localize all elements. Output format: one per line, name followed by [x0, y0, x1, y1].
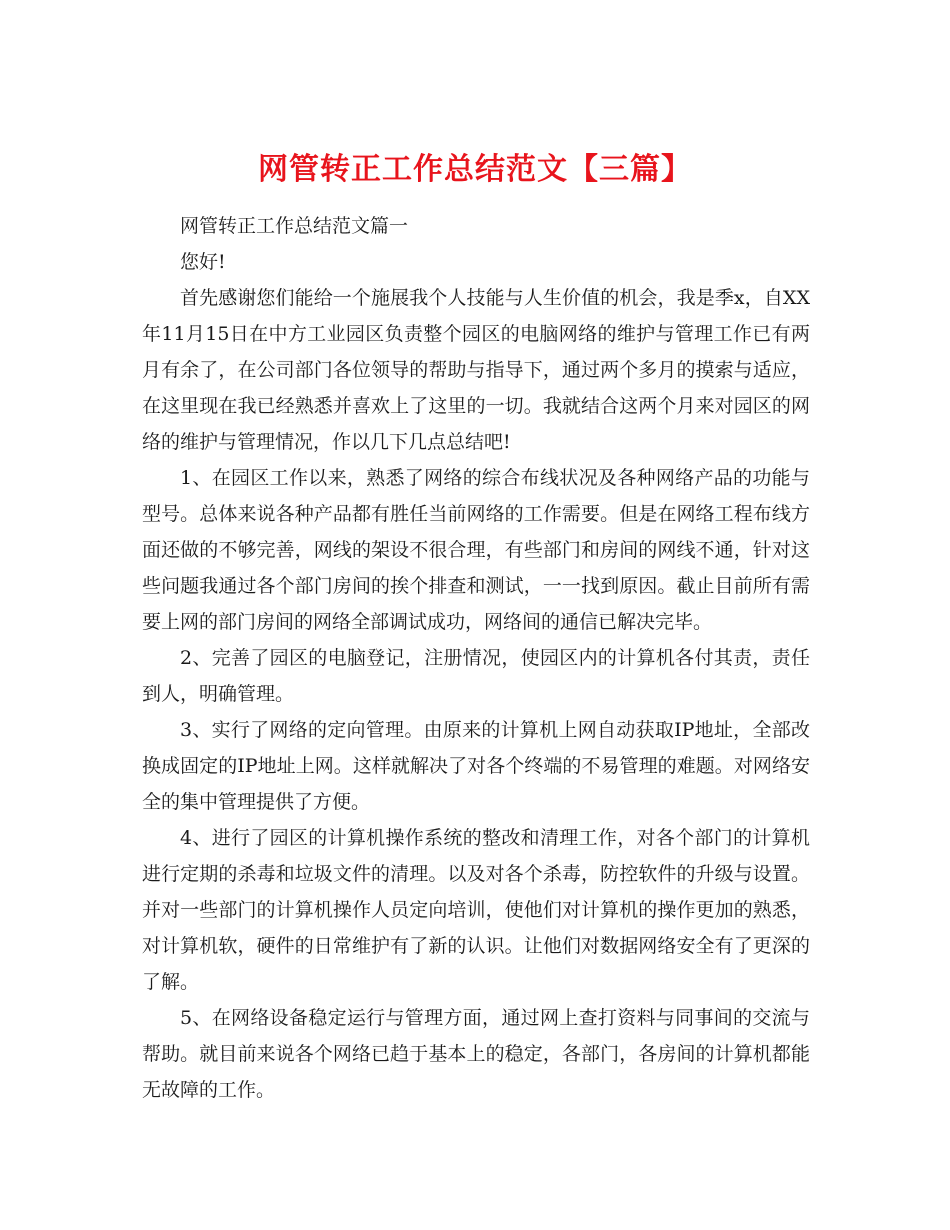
- section-heading: 网管转正工作总结范文篇一: [180, 215, 409, 237]
- greeting: 您好!: [180, 251, 226, 273]
- paragraph-item-5: 5、在网络设备稳定运行与管理方面，通过网上查打资料与同事间的交流与帮助。就目前来说各个网络已趋于基本上的稳定，各部门，各房间的计算机都能无故障的工作。: [142, 1007, 810, 1101]
- paragraph-item-1: 1、在园区工作以来，熟悉了网络的综合布线状况及各种网络产品的功能与型号。总体来说各种产品都有胜任当前网络的工作需要。但是在网络工程布线方面还做的不够完善，网线的架设不很合理，有些部门和房间的网线不通，针对这些问题我通过各个部门房间的挨个排查和测试，一一找到原因。截止目前所有需要上网的部门房间的网络全部调试成功，网络间的通信已解决完毕。: [142, 467, 810, 633]
- page-title: 网管转正工作总结范文【三篇】: [258, 152, 692, 188]
- paragraph-item-3: 3、实行了网络的定向管理。由原来的计算机上网自动获取IP地址，全部改换成固定的IP地址上网。这样就解决了对各个终端的不易管理的难题。对网络安全的集中管理提供了方便。: [142, 719, 810, 813]
- document-body: [142, 208, 810, 1108]
- paragraph-item-4: 4、进行了园区的计算机操作系统的整改和清理工作，对各个部门的计算机进行定期的杀毒和垃圾文件的清理。以及对各个杀毒，防控软件的升级与设置。并对一些部门的计算机操作人员定向培训，使他们对计算机的操作更加的熟悉，对计算机软，硬件的日常维护有了新的认识。让他们对数据网络安全有了更深的了解。: [142, 827, 810, 993]
- paragraph-item-2: 2、完善了园区的电脑登记，注册情况，使园区内的计算机各付其责，责任到人，明确管理。: [142, 647, 810, 705]
- paragraph-intro: 首先感谢您们能给一个施展我个人技能与人生价值的机会，我是季x，自XX年11月15日在中方工业园区负责整个园区的电脑网络的维护与管理工作已有两月有余了，在公司部门各位领导的帮助与指导下，通过两个多月的摸索与适应，在这里现在我已经熟悉并喜欢上了这里的一切。我就结合这两个月来对园区的网络的维护与管理情况，作以几下几点总结吧!: [142, 287, 810, 453]
